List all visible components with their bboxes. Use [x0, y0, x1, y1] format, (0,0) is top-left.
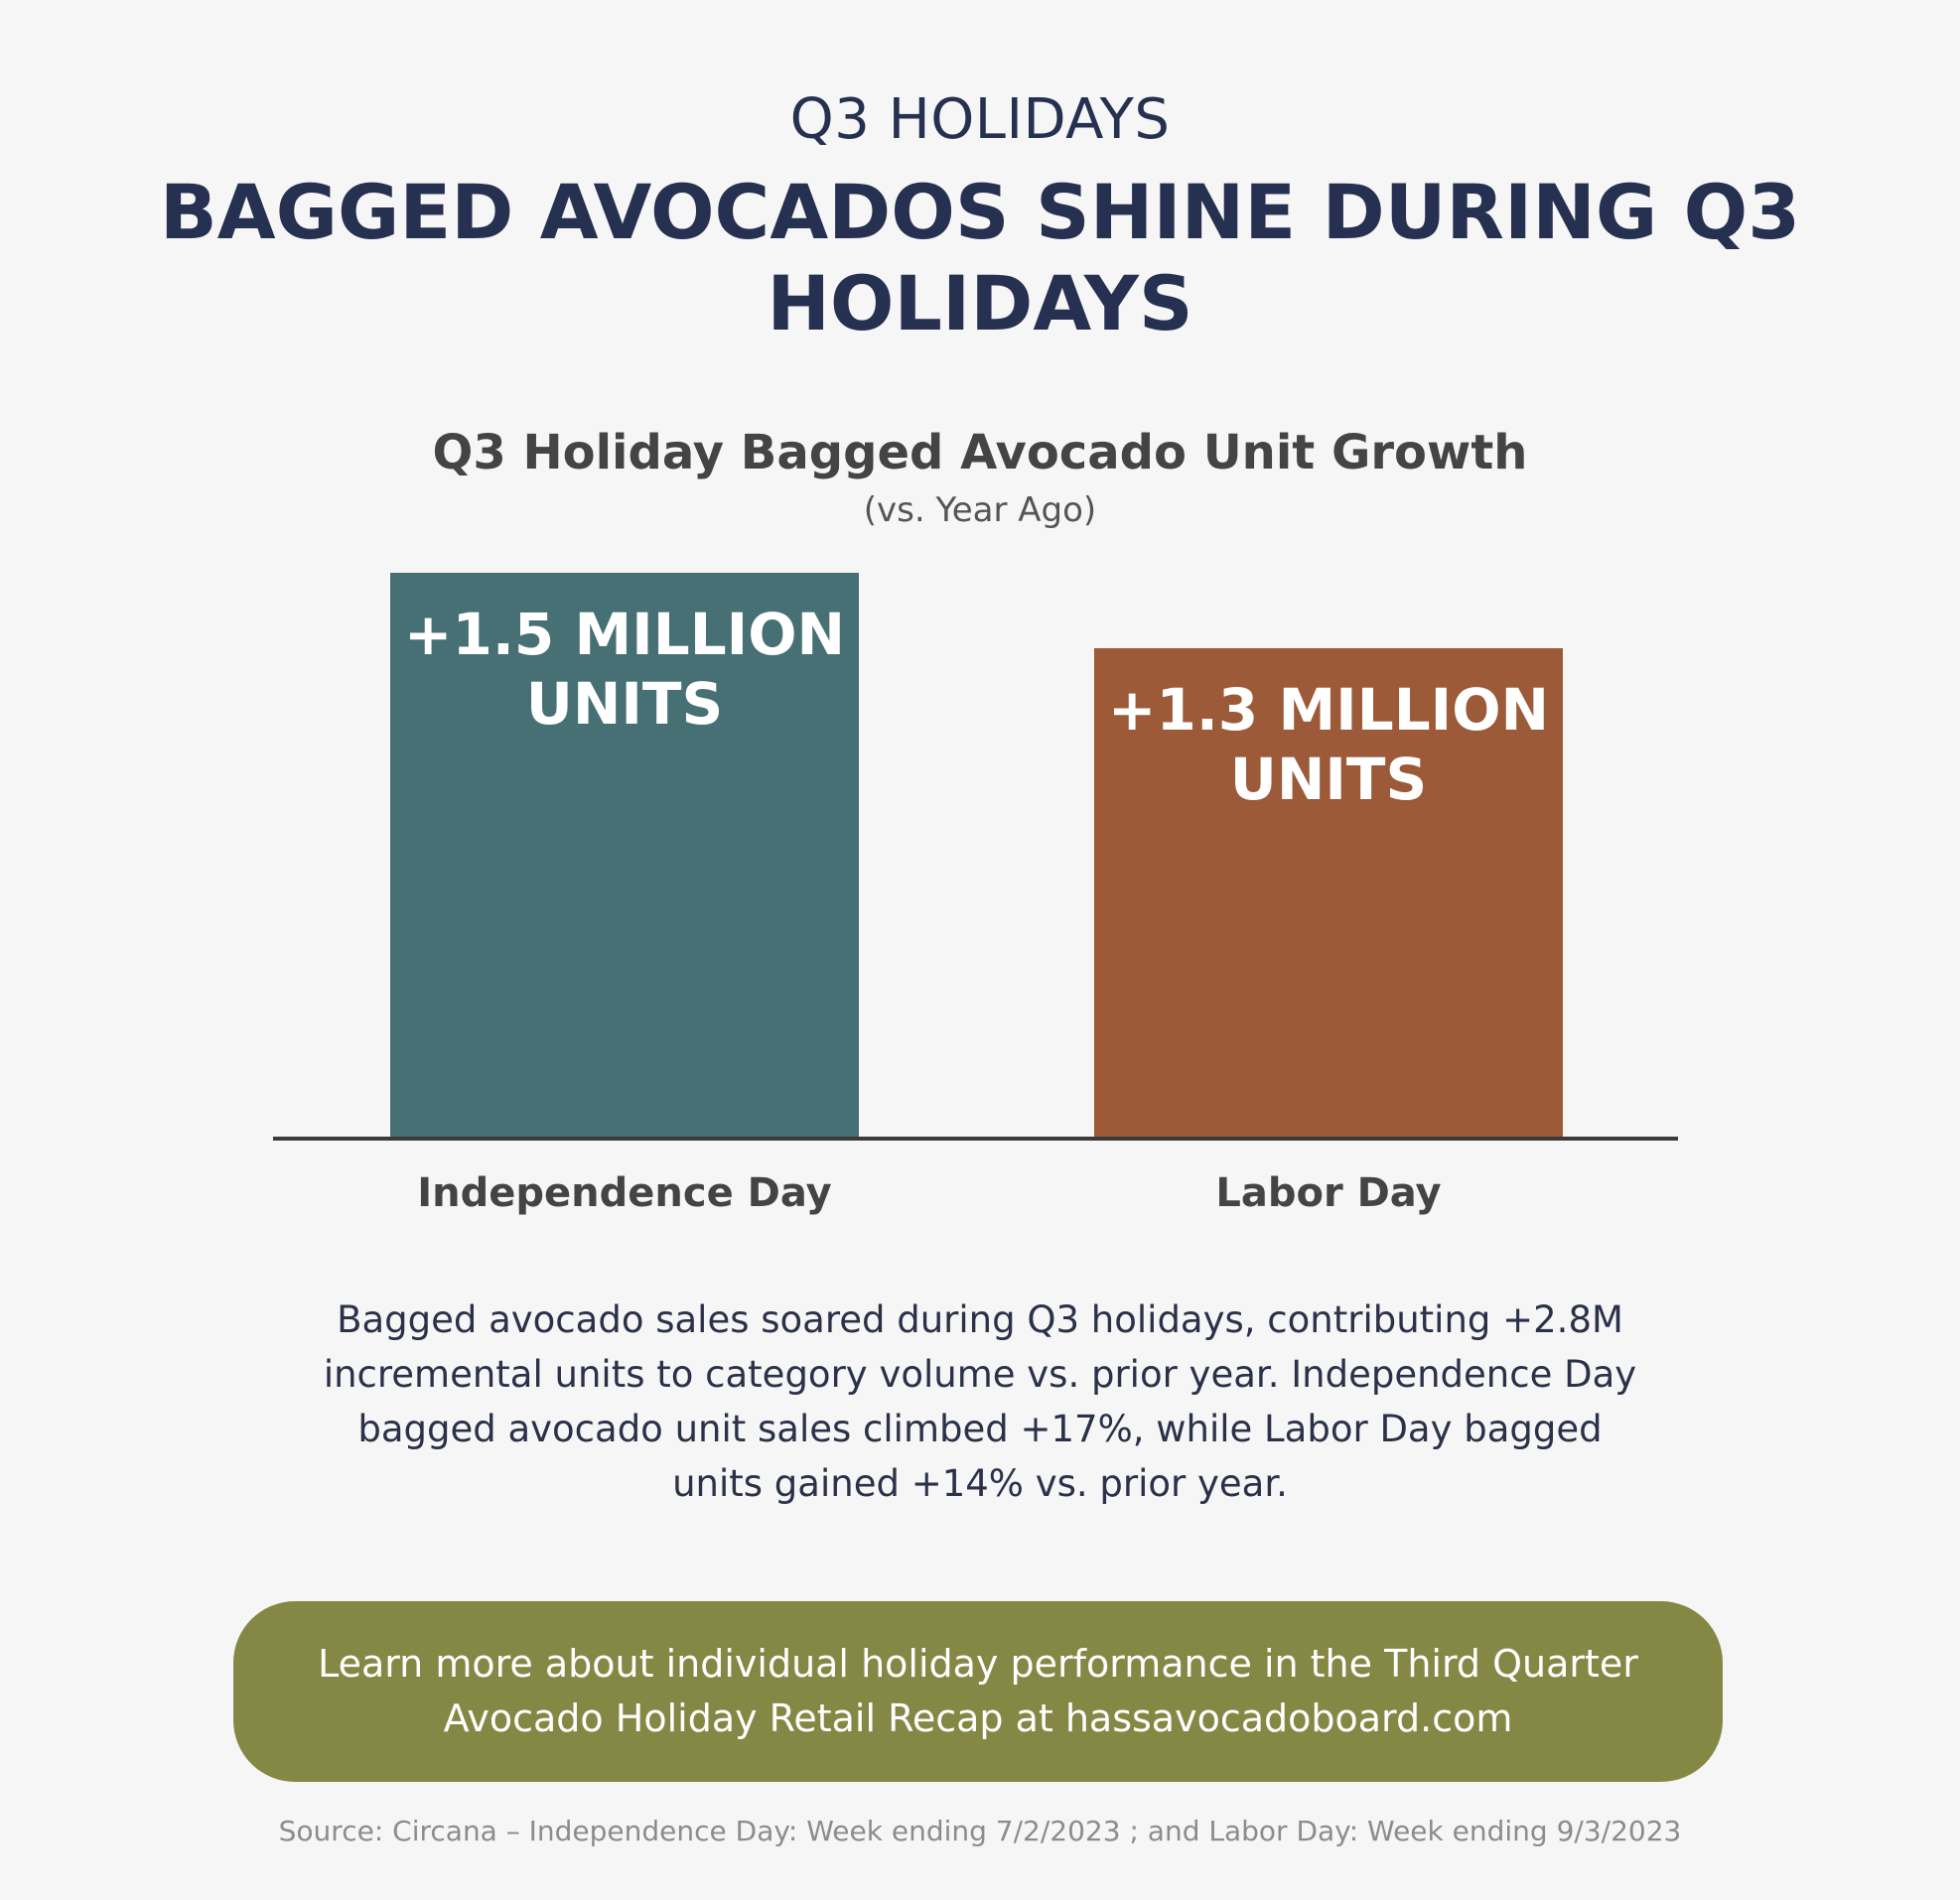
source-note: Source: Circana – Independence Day: Week ending 7/2/2023 ; and Labor Day: Week ending 9/3/2023 — [278, 1815, 1682, 1847]
bar-value-label: UNITS — [1229, 746, 1428, 813]
bar-value-label: +1.5 MILLION — [403, 601, 846, 668]
eyebrow-title: Q3 HOLIDAYS — [789, 87, 1171, 152]
cta-text: Learn more about individual holiday performance in the Third Quarter Avocado Holiday Retail Recap at hassavocadoboard.com — [318, 1642, 1638, 1740]
category-label: Independence Day — [417, 1170, 832, 1216]
cta-banner[interactable] — [233, 1601, 1723, 1782]
body-paragraph: Bagged avocado sales soared during Q3 holidays, contributing +2.8M incremental units to category volume vs. prior year. Independence Day bagged avocado unit sales climbed +17%, while Labor Day bagged units gained +14% vs. prior year. — [323, 1298, 1637, 1505]
bar-value-label: UNITS — [525, 670, 724, 738]
category-label: Labor Day — [1215, 1170, 1442, 1216]
bar-value-label: +1.3 MILLION — [1107, 676, 1550, 744]
chart-title: Q3 Holiday Bagged Avocado Unit Growth — [432, 425, 1528, 480]
chart-subtitle: (vs. Year Ago) — [863, 490, 1097, 530]
headline: BAGGED AVOCADOS SHINE DURING Q3 HOLIDAYS — [159, 168, 1801, 347]
